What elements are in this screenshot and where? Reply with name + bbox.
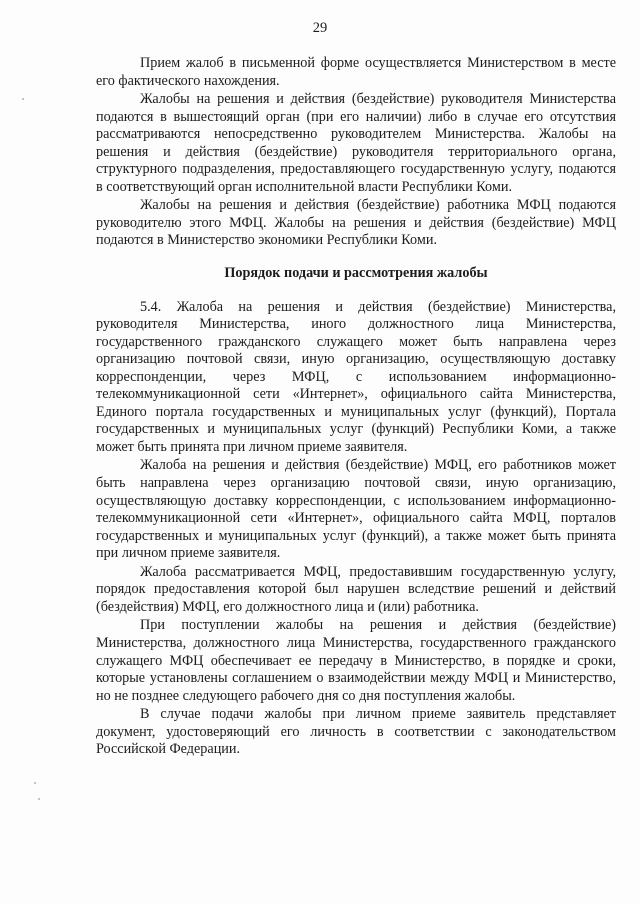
document-body	[96, 55, 616, 759]
scan-speck	[34, 782, 36, 784]
scan-speck	[22, 98, 24, 100]
paragraph-mfc-transfer: При поступлении жалобы на решения и действия (бездействие) Министерства, должностного лица Министерства, государственного гражданского служащего МФЦ обеспечивает ее передачу в Министерство, в порядке и сроки, которые установлены соглашением о взаимодействии между МФЦ и Министерство, но не позднее следующего рабочего дня со дня поступления жалобы.	[96, 617, 616, 704]
page-number: 29	[312, 20, 328, 36]
section-heading: Порядок подачи и рассмотрения жалобы	[224, 265, 488, 282]
paragraph-5-4: 5.4. Жалоба на решения и действия (бездействие) Министерства, руководителя Министерства, иного должностного лица Министерства, государственного гражданского служащего может быть направлена через организацию почтовой связи, иную организацию, осуществляющую доставку корреспонденции, через МФЦ, с использованием информационно-телекоммуникационной сети «Интернет», официального сайта Министерства, Единого портала государственных и муниципальных услуг (функций), Портала государственных и муниципальных услуг (функций) Республики Коми, а также может быть принята при личном приеме заявителя.	[96, 298, 616, 455]
paragraph-complaints-on-head: Жалобы на решения и действия (бездействие) руководителя Министерства подаются в вышестоящий орган (при его наличии) либо в случае его отсутствия рассматриваются непосредственно руководителем Министерства. Жалобы на решения и действия (бездействие) руководителя территориального органа, структурного подразделения, предоставляющего государственную услугу, подаются в соответствующий орган исполнительной власти Республики Коми.	[96, 91, 616, 195]
scan-speck	[38, 798, 40, 800]
paragraph-personal-reception: В случае подачи жалобы при личном приеме заявитель представляет документ, удостоверяющий его личность в соответствии с законодательством Российской Федерации.	[96, 706, 616, 758]
paragraph-written-complaints: Прием жалоб в письменной форме осуществляется Министерством в месте его фактического нахождения.	[96, 55, 616, 89]
paragraph-mfc-review: Жалоба рассматривается МФЦ, предоставившим государственную услугу, порядок предоставления которой был нарушен вследствие решений и действий (бездействия) МФЦ, его должностного лица и (или) работника.	[96, 563, 616, 615]
paragraph-mfc-complaint-channels: Жалоба на решения и действия (бездействие) МФЦ, его работников может быть направлена через организацию почтовой связи, иную организацию, осуществляющую доставку корреспонденции, с использованием информационно-телекоммуникационной сети «Интернет», официального сайта МФЦ, порталов государственных и муниципальных услуг (функций), а также может быть принята при личном приеме заявителя.	[96, 457, 616, 562]
paragraph-complaints-on-mfc-worker: Жалобы на решения и действия (бездействие) работника МФЦ подаются руководителю этого МФЦ. Жалобы на решения и действия (бездействие) МФЦ подаются в Министерство экономики Республики Коми.	[96, 197, 616, 249]
